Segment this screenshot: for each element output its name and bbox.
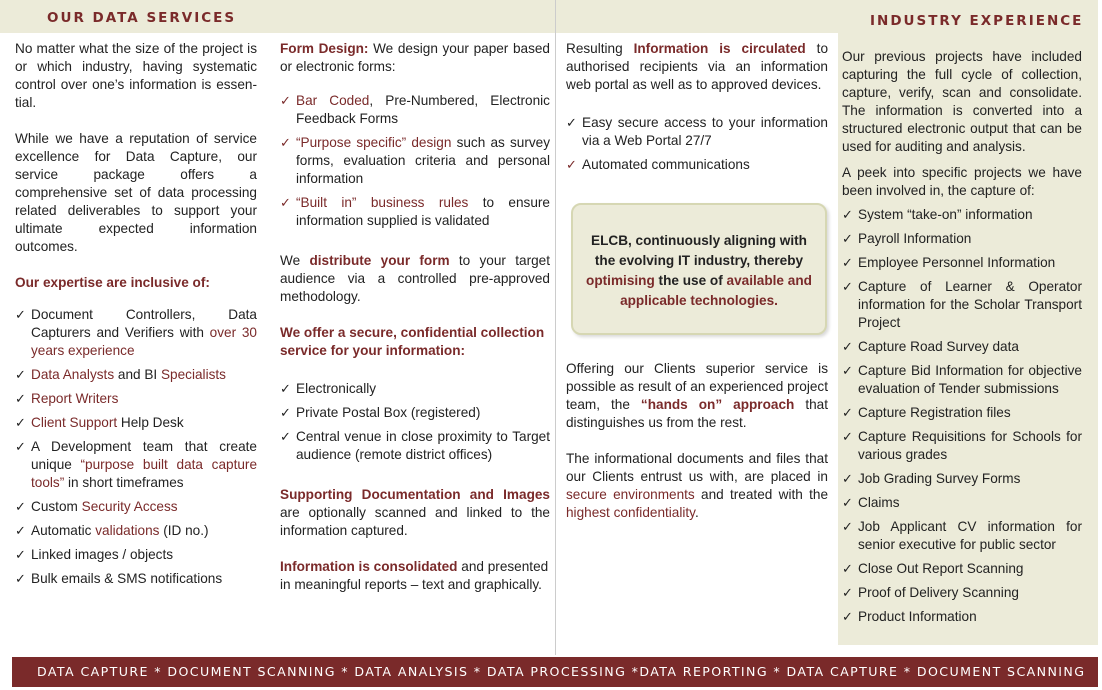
check-icon: ✓ [15,547,26,562]
check-icon: ✓ [280,195,291,210]
list-item: ✓ Custom Security Access [15,499,178,514]
elcb-callout-box: ELCB, continuously aligning with the evolving IT industry, thereby optimising the use of available and applicable technologies. [571,203,827,335]
check-icon: ✓ [15,439,26,454]
list-item: ✓ Private Postal Box (registered) [280,405,481,420]
check-icon: ✓ [842,339,853,354]
check-icon: ✓ [280,429,291,444]
check-icon: ✓ [566,157,577,172]
expertise-heading: Our expertise are inclusive of: [15,275,210,290]
portal-list [566,114,828,174]
check-icon: ✓ [842,207,853,222]
list-item: ✓ “Built in” business rules to ensure information supplied is validated [280,195,550,228]
check-icon: ✓ [566,115,577,130]
form-design-list [280,92,550,230]
check-icon: ✓ [842,561,853,576]
check-icon: ✓ [280,405,291,420]
services-footer-banner: DATA CAPTURE * DOCUMENT SCANNING * DATA ANALYSIS * DATA PROCESSING *DATA REPORTING * DATA CAPTURE * DOCUMENT SCANNING [12,657,1098,687]
column-collection [280,40,550,612]
check-icon: ✓ [842,255,853,270]
list-item: ✓ Electronically [280,381,377,396]
column-service-quality [566,360,828,540]
list-item: ✓ Payroll Information [842,231,972,246]
list-item: ✓ Claims [842,495,900,510]
check-icon: ✓ [842,405,853,420]
list-item: ✓ Bar Coded, Pre-Numbered, Electronic Feedback Forms [280,93,550,126]
check-icon: ✓ [15,391,26,406]
distribute-paragraph: We distribute your form to your target audience via a controlled pre-approved methodology. [280,253,551,304]
list-item: ✓ Capture Road Survey data [842,339,1019,354]
industry-projects-list [842,206,1082,626]
industry-title: INDUSTRY EXPERIENCE [870,13,1084,29]
services-title: OUR DATA SERVICES [47,10,237,26]
list-item: ✓ Report Writers [15,391,119,406]
circulation-paragraph: Resulting Information is circulated to authorised recipients via an information web portal as well as to approved devices. [566,41,829,92]
list-item: ✓ A Development team that create unique “purpose built data capture tools” in short timeframes [15,439,258,490]
check-icon: ✓ [842,471,853,486]
column-divider [555,0,556,655]
offering-paragraph: Offering our Clients superior service is possible as result of an experienced project team, the “hands on” approach that distinguishes us from the rest. [566,361,829,430]
list-item: ✓ Client Support Help Desk [15,415,184,430]
confidentiality-paragraph: The informational documents and files that our Clients entrust us with, are placed in secure environments and treated with the highest confidentiality. [566,451,828,520]
list-item: ✓ Data Analysts and BI Specialists [15,367,226,382]
list-item: ✓ Linked images / objects [15,547,174,562]
projects-paragraph: Our previous projects have included capturing the full cycle of collection, capture, verify, scan and consolidate. The information is converted into a structured electronic output that can be used for auditing and analysis. [842,49,1082,154]
expertise-list [15,306,257,588]
check-icon: ✓ [15,367,26,382]
check-icon: ✓ [15,307,26,322]
secure-collection-heading: We offer a secure, confidential collection service for your information: [280,325,545,358]
list-item: ✓ Job Grading Survey Forms [842,471,1021,486]
list-item: ✓ Easy secure access to your information via a Web Portal 27/7 [566,115,828,148]
check-icon: ✓ [280,381,291,396]
list-item: ✓ System “take-on” information [842,207,1033,222]
check-icon: ✓ [280,135,291,150]
supporting-documentation-paragraph: Supporting Documentation and Images are optionally scanned and linked to the information captured. [280,487,550,538]
list-item: ✓ “Purpose specific” design such as survey forms, evaluation criteria and personal information [280,135,550,186]
intro-paragraph: No matter what the size of the project is or which industry, having systematic control over one’s information is essen-tial. [15,41,257,110]
check-icon: ✓ [842,279,853,294]
list-item: ✓ Central venue in close proximity to Target audience (remote district offices) [280,429,550,462]
check-icon: ✓ [842,519,853,534]
check-icon: ✓ [842,363,853,378]
check-icon: ✓ [842,609,853,624]
peek-paragraph: A peek into specific projects we have been involved in, the capture of: [842,165,1082,198]
check-icon: ✓ [15,571,26,586]
list-item: ✓ Capture Bid Information for objective evaluation of Tender submissions [842,363,1082,396]
list-item: ✓ Proof of Delivery Scanning [842,585,1019,600]
check-icon: ✓ [15,415,26,430]
list-item: ✓ Job Applicant CV information for senior executive for public sector [842,519,1082,552]
list-item: ✓ Capture of Learner & Operator information for the Scholar Transport Project [842,279,1082,330]
list-item: ✓ Automated communications [566,157,750,172]
list-item: ✓ Employee Personnel Information [842,255,1056,270]
list-item: ✓ Product Information [842,609,977,624]
list-item: ✓ Capture Registration files [842,405,1011,420]
check-icon: ✓ [842,429,853,444]
form-design-paragraph: Form Design: We design your paper based or electronic forms: [280,41,550,74]
secure-collection-list [280,380,550,464]
check-icon: ✓ [15,499,26,514]
list-item: ✓ Close Out Report Scanning [842,561,1024,576]
column-industry-experience [842,48,1082,644]
list-item: ✓ Document Controllers, Data Capturers and Verifiers with over 30 years experience [15,307,257,358]
list-item: ✓ Automatic validations (ID no.) [15,523,209,538]
check-icon: ✓ [15,523,26,538]
check-icon: ✓ [842,495,853,510]
column-services-intro [15,40,257,606]
check-icon: ✓ [842,585,853,600]
check-icon: ✓ [280,93,291,108]
check-icon: ✓ [842,231,853,246]
consolidated-paragraph: Information is consolidated and presented in meaningful reports – text and graphically. [280,559,549,592]
reputation-paragraph: While we have a reputation of service excellence for Data Capture, our service package offers a comprehensive set of data processing related deliverables to support your ultimate expected information outcomes. [15,131,257,254]
list-item: ✓ Bulk emails & SMS notifications [15,571,223,586]
column-circulation [566,40,828,192]
list-item: ✓ Capture Requisitions for Schools for various grades [842,429,1082,462]
